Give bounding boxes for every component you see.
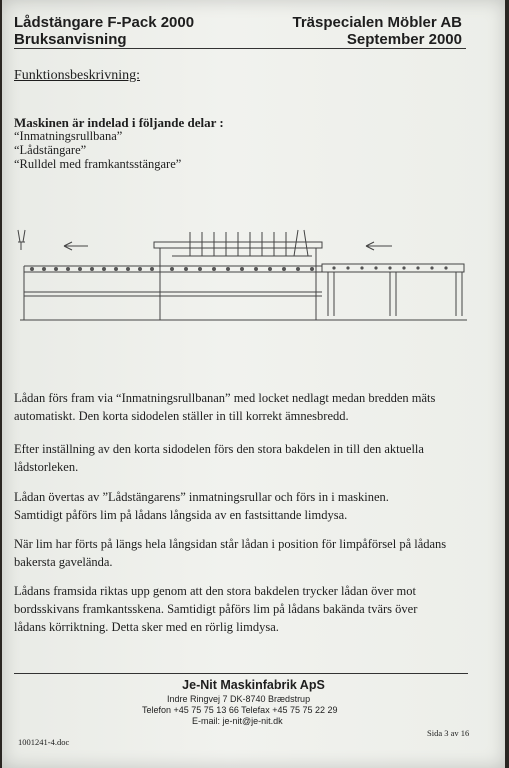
- footer-divider: [14, 673, 468, 674]
- paragraph: När lim har förts på längs hela långsidan står lådan i position för limpåförsel på lådans bakersta gavelända.: [14, 537, 447, 569]
- machine-diagram: [12, 220, 472, 330]
- section-title: Funktionsbeskrivning:: [14, 68, 141, 83]
- footer-phone: Telefon +45 75 75 13 66 Telefax +45 75 75 22 29: [142, 705, 338, 715]
- arrow-left-icon: [366, 242, 392, 250]
- page-number: Sida 3 av 16: [427, 728, 470, 738]
- clamp-icon: [18, 230, 25, 250]
- footer-company: Je-Nit Maskinfabrik ApS: [182, 678, 325, 692]
- paragraph: Lådan övertas av ”Lådstängarens” inmatningsrullar och förs in i maskinen. Samtidigt påförs lim på lådans långsida av en fastsittande limdysa.: [14, 490, 389, 522]
- footer-address: Indre Ringvej 7 DK-8740 Brædstrup: [167, 694, 311, 704]
- intro-heading: Maskinen är indelad i följande delar :: [14, 115, 224, 130]
- doc-id: 1001241-4.doc: [18, 737, 70, 747]
- arrow-left-icon: [64, 242, 88, 250]
- paragraph: Lådans framsida riktas upp genom att den stora bakdelen trycker lådan över mot bordsskivans framkantsskena. Samtidigt påförs lim på lådans bakända tvärs över lådans körriktning. Detta sker med en rörlig limdysa.: [14, 584, 418, 634]
- header-company: Träspecialen Möbler AB: [292, 14, 462, 31]
- part-item: “Lådstängare”: [14, 143, 87, 157]
- document-subtitle: Bruksanvisning: [14, 31, 127, 48]
- header-divider: [14, 48, 466, 49]
- document-title: Lådstängare F-Pack 2000: [14, 14, 195, 31]
- part-item: “Rulldel med framkantsstängare”: [14, 157, 182, 171]
- paragraph: Lådan förs fram via “Inmatningsrullbanan” med locket nedlagt medan bredden mäts automatiskt. Den korta sidodelen ställer in till korrekt ämnesbredd.: [14, 391, 436, 423]
- footer-email: E-mail: je-nit@je-nit.dk: [192, 716, 283, 726]
- part-item: “Inmatningsrullbana”: [14, 129, 123, 143]
- paragraph: Efter inställning av den korta sidodelen förs den stora bakdelen in till den aktuella lådstorleken.: [14, 442, 424, 474]
- document-page: [2, 0, 505, 768]
- header-date: September 2000: [346, 31, 462, 48]
